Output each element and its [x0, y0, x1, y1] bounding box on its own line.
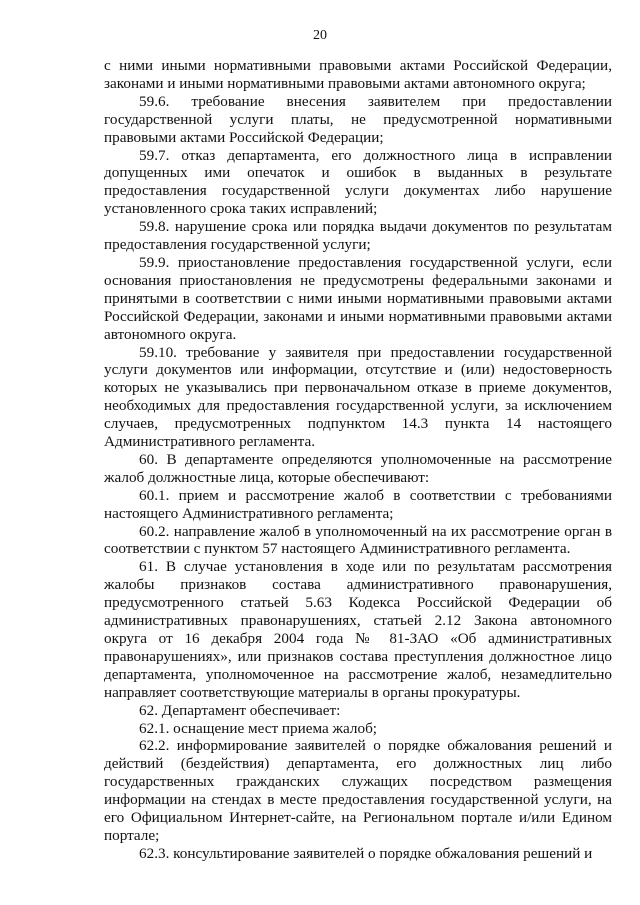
paragraph: 62.3. консультирование заявителей о порядке обжалования решений и [139, 844, 593, 862]
paragraph: 62. Департамент обеспечивает: [139, 701, 341, 719]
paragraph: 60. В департаменте определяются уполномоченные на рассмотрение жалоб должностные лица, которые обеспечивают: [104, 450, 612, 486]
paragraph: 60.1. прием и рассмотрение жалоб в соответствии с требованиями настоящего Административного регламента; [104, 486, 612, 522]
page-number: 20 [313, 28, 327, 43]
paragraph: 59.9. приостановление предоставления государственной услуги, если основания приостановления не предусмотрены федеральными законами и принятыми в соответствии с ними иными нормативными правовыми актами Российской Федерации, законами и иными нормативными правовыми актами автономного округа. [104, 253, 612, 343]
paragraph: 59.7. отказ департамента, его должностного лица в исправлении допущенных ими опечаток и ошибок в выданных в результате предоставления государственной услуги документах либо нарушение установленного срока таких исправлений; [104, 146, 612, 218]
paragraph: 62.1. оснащение мест приема жалоб; [139, 719, 378, 737]
paragraph: 62.2. информирование заявителей о порядке обжалования решений и действий (бездействия) департамента, его должностных лиц либо государственных гражданских служащих посредством размещения информации на стендах в месте предоставления государственной услуги, на его Официальном Интернет-сайте, на Региональном портале и/или Едином портале; [104, 737, 612, 844]
document-body [104, 57, 612, 863]
paragraph: 59.6. требование внесения заявителем при предоставлении государственной услуги платы, не предусмотренной нормативными правовыми актами Российской Федерации; [104, 92, 612, 146]
paragraph: 61. В случае установления в ходе или по результатам рассмотрения жалобы признаков состава административного правонарушения, предусмотренного статьей 5.63 Кодекса Российской Федерации об административных правонарушениях, статьей 2.12 Закона автономного округа от 16 декабря 2004 года № 81-ЗАО «Об административных правонарушениях», или признаков состава преступления должностное лицо департамента, уполномоченное на рассмотрение жалоб, незамедлительно направляет соответствующие материалы в органы прокуратуры. [104, 558, 612, 701]
paragraph: 60.2. направление жалоб в уполномоченный на их рассмотрение орган в соответствии с пунктом 57 настоящего Административного регламента. [104, 522, 612, 558]
paragraph: с ними иными нормативными правовыми актами Российской Федерации, законами и иными нормативными правовыми актами автономного округа; [104, 57, 612, 92]
paragraph: 59.8. нарушение срока или порядка выдачи документов по результатам предоставления государственной услуги; [104, 218, 612, 254]
paragraph: 59.10. требование у заявителя при предоставлении государственной услуги документов или информации, отсутствие и (или) недостоверность которых не указывались при первоначальном отказе в приеме документов, необходимых для предоставления государственной услуги, за исключением случаев, предусмотренных подпунктом 14.3 пункта 14 настоящего Административного регламента. [104, 343, 612, 451]
